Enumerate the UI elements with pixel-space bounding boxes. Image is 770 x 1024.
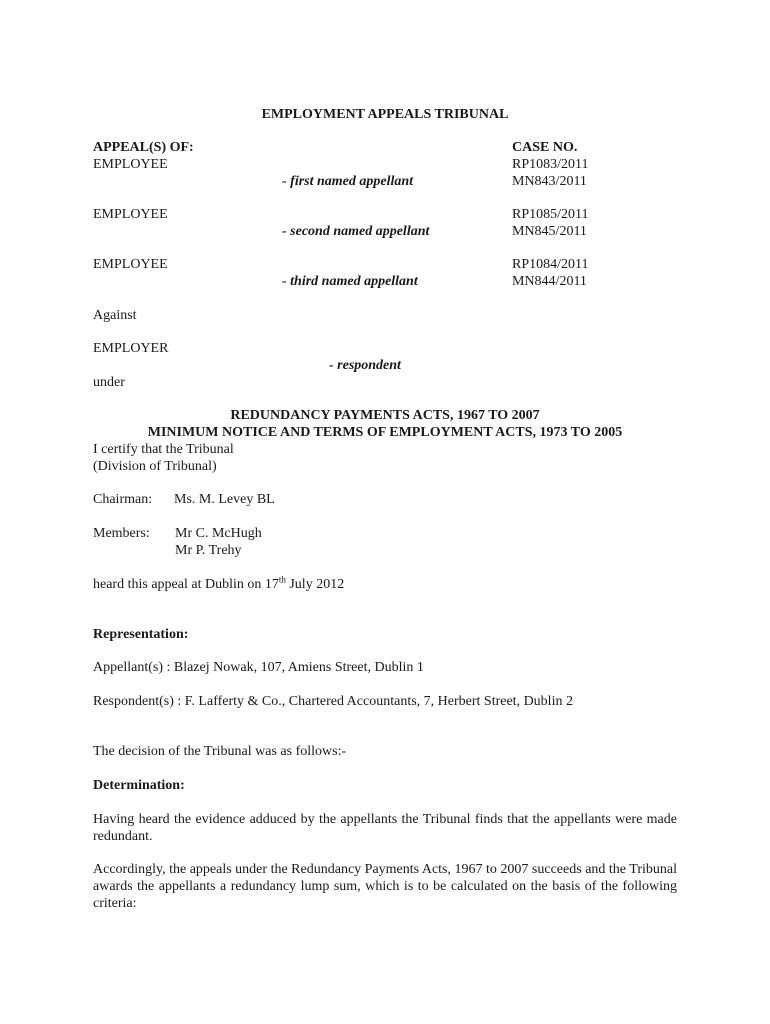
determination-paragraph-2: Accordingly, the appeals under the Redundancy Payments Acts, 1967 to 2007 succeeds and the Tribunal awards the appellants a redundancy lump sum, which is to be calculated on the basis of the following criteria: (93, 862, 677, 911)
appellant-2-case-mn: MN845/2011 (512, 224, 587, 239)
case-no-label: CASE NO. (512, 140, 578, 155)
determination-heading: Determination: (93, 778, 185, 793)
appeals-of-label: APPEAL(S) OF: (93, 140, 194, 155)
appellant-3-case-rp: RP1084/2011 (512, 257, 589, 272)
appellant-3-name: EMPLOYEE (93, 257, 168, 272)
hearing-ordinal: th (278, 574, 286, 585)
members-label: Members: (93, 526, 150, 541)
representation-heading: Representation: (93, 627, 189, 642)
respondent-role: - respondent (329, 358, 401, 373)
member-1-name: Mr C. McHugh (175, 526, 262, 541)
member-2-name: Mr P. Trehy (175, 543, 242, 558)
acts-line-2: MINIMUM NOTICE AND TERMS OF EMPLOYMENT ACTS, 1973 TO 2005 (147, 425, 623, 440)
hearing-suffix: July 2012 (285, 577, 345, 592)
under-label: under (93, 375, 125, 390)
chairman-label: Chairman: (93, 492, 153, 507)
appellant-2-role: - second named appellant (282, 224, 430, 239)
hearing-prefix: heard this appeal at Dublin on 17 (93, 577, 279, 592)
hearing-statement (93, 576, 344, 593)
appellant-3-case-mn: MN844/2011 (512, 274, 587, 289)
appellant-1-name: EMPLOYEE (93, 157, 168, 172)
against-label: Against (93, 308, 137, 323)
appellant-1-role: - first named appellant (282, 174, 414, 189)
decision-intro: The decision of the Tribunal was as follows:- (93, 744, 347, 759)
appellant-1-case-mn: MN843/2011 (512, 174, 587, 189)
appellant-2-case-rp: RP1085/2011 (512, 207, 589, 222)
acts-line-1: REDUNDANCY PAYMENTS ACTS, 1967 TO 2007 (230, 408, 540, 423)
page-title: EMPLOYMENT APPEALS TRIBUNAL (261, 107, 509, 122)
respondent-name: EMPLOYER (93, 341, 169, 356)
chairman-name: Ms. M. Levey BL (174, 492, 275, 507)
certify-line-2: (Division of Tribunal) (93, 459, 217, 474)
appellant-1-case-rp: RP1083/2011 (512, 157, 589, 172)
respondent-representation: Respondent(s) : F. Lafferty & Co., Chartered Accountants, 7, Herbert Street, Dublin 2 (93, 694, 573, 709)
determination-paragraph-1: Having heard the evidence adduced by the appellants the Tribunal finds that the appellants were made redundant. (93, 812, 677, 844)
appellant-3-role: - third named appellant (282, 274, 418, 289)
appellant-representation: Appellant(s) : Blazej Nowak, 107, Amiens Street, Dublin 1 (93, 660, 424, 675)
appellant-2-name: EMPLOYEE (93, 207, 168, 222)
certify-line-1: I certify that the Tribunal (93, 442, 234, 457)
